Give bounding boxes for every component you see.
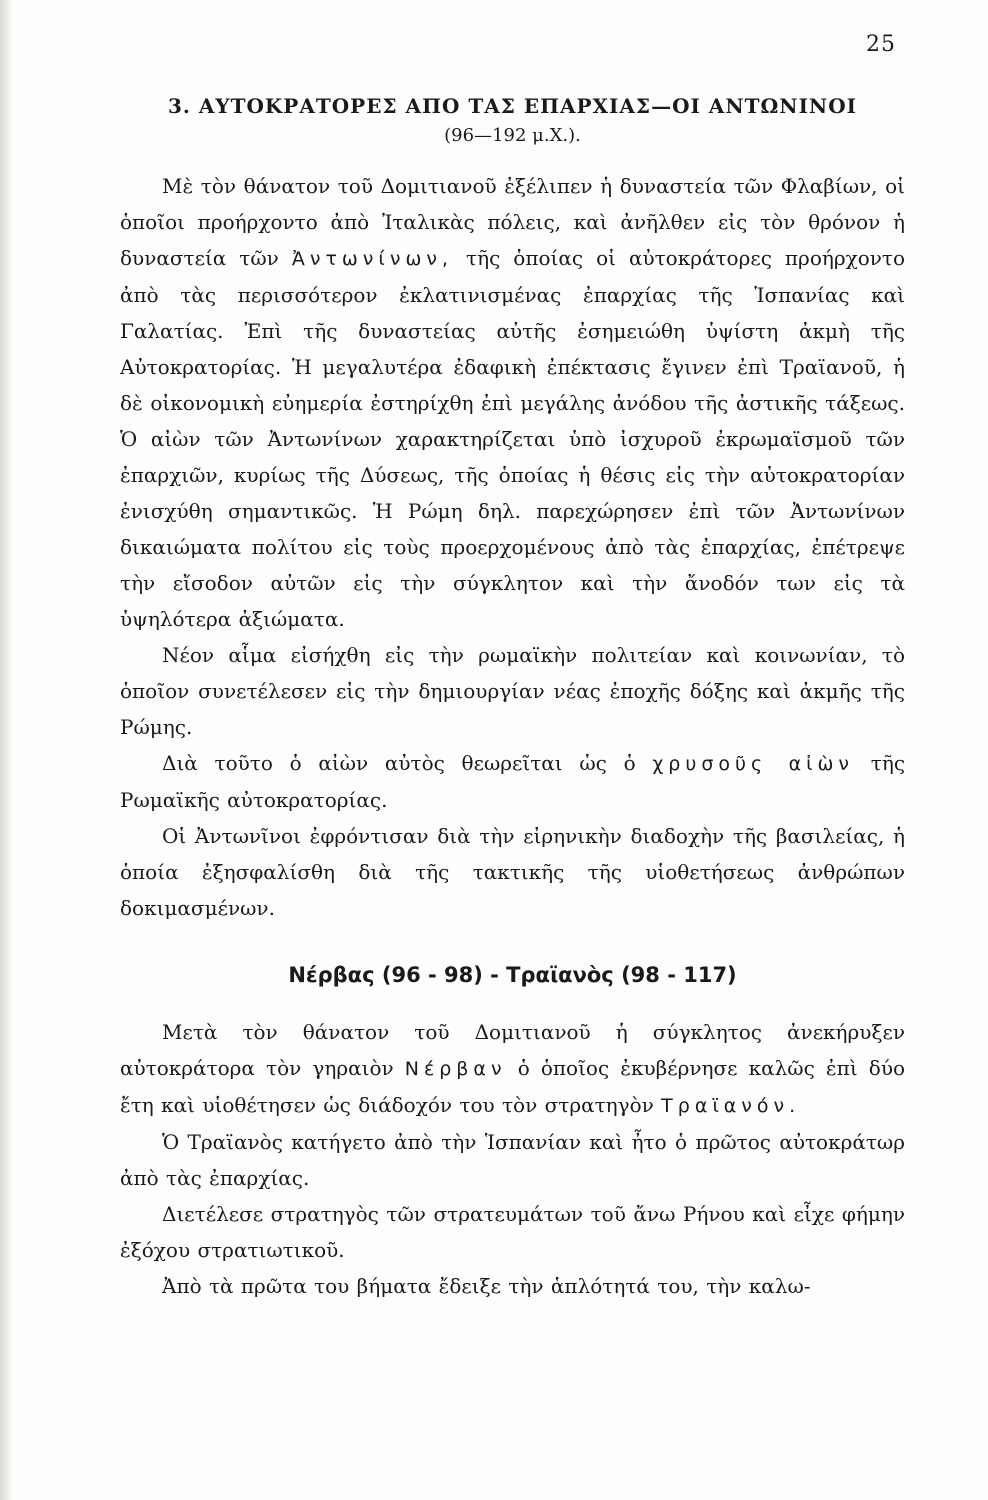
spaced-name-trajan: Τραϊανόν. xyxy=(661,1095,801,1117)
page-number: 25 xyxy=(866,32,896,57)
paragraph-trajan-steps: Ἀπὸ τὰ πρῶτα του βήματα ἔδειξε τὴν ἁπλότητά του, τὴν καλω- xyxy=(162,1274,811,1298)
page-spine-shadow xyxy=(0,0,14,1500)
spaced-phrase-golden-age: χρυσοῦς αἰὼν xyxy=(652,753,855,775)
paragraph-trajan-origin: Ὁ Τραϊανὸς κατήγετο ἀπὸ τὴν Ἱσπανίαν καὶ ἦτο ὁ πρῶτος αὐτοκράτωρ ἀπὸ τὰς ἐπαρχίας. xyxy=(120,1130,905,1190)
paragraph-text: Μὲ τὸν θάνατον τοῦ Δομιτιανοῦ ἐξέλιπεν ἡ δυναστεία τῶν Φλαβίων, οἱ ὁποῖοι προήρχοντο ἀπὸ Ἰταλικὰς πόλεις, καὶ ἀνῆλθεν εἰς τὸν θρόνον ἡ δυναστεία τῶν xyxy=(120,174,905,270)
spaced-name-antonines: Ἀντωνίνων, xyxy=(291,248,454,270)
paragraph-text: τῆς ὁποίας οἱ αὐτοκράτορες προήρχοντο ἀπὸ τὰς περισσότερον ἐκλατινισμένας ἐπαρχίας τῆς Ἱσπανίας καὶ Γαλατίας. Ἐπὶ τῆς δυναστείας αὐτῆς ἐσημειώθη ὑψίστη ἀκμὴ τῆς Αὐτοκρατορίας. Ἡ μεγαλυτέρα ἐδαφικὴ ἐπέκτασις ἔγινεν ἐπὶ Τραϊανοῦ, ἡ δὲ οἰκονομικὴ εὐημερία ἐστηρίχθη ἐπὶ μεγάλης ἀνόδου τῆς ἀστικῆς τάξεως. Ὁ αἰὼν τῶν Ἀντωνίνων χαρακτηρίζεται ὑπὸ ἰσχυροῦ ἐκρωμαϊσμοῦ τῶν ἐπαρχιῶν, κυρίως τῆς Δύσεως, τῆς ὁποίας ἡ θέσις εἰς τὴν αὐτοκρατορίαν ἐνισχύθη σημαντικῶς. Ἡ Ρώμη δηλ. παρεχώρησεν ἐπὶ τῶν Ἀντωνίνων δικαιώματα πολίτου εἰς τοὺς προερχομένους ἀπὸ τὰς ἐπαρχίας, ἐπέτρεψε τὴν εἴσοδον αὐτῶν εἰς τὴν σύγκλητον καὶ τὴν ἄνοδόν των εἰς τὰ ὑψηλότερα ἀξιώματα. xyxy=(120,246,906,631)
chapter-dates: (96—192 μ.Χ.). xyxy=(444,125,581,146)
text-block xyxy=(120,92,905,1304)
paragraph-text: Διὰ τοῦτο ὁ αἰὼν αὐτὸς θεωρεῖται ὡς ὁ xyxy=(162,751,636,775)
spaced-name-nerva: Νέρβαν xyxy=(404,1058,507,1080)
chapter-heading: 3. ΑΥΤΟΚΡΑΤΟΡΕΣ ΑΠΟ ΤΑΣ ΕΠΑΡΧΙΑΣ—ΟΙ ΑΝΤΩΝΙΝΟΙ xyxy=(167,94,857,118)
section-heading-nerva-trajan: Νέρβας (96 - 98) - Τραϊανὸς (98 - 117) xyxy=(288,963,737,987)
paragraph-golden-age xyxy=(120,745,905,818)
paragraph-succession: Οἱ Ἀντωνῖνοι ἐφρόντισαν διὰ τὴν εἰρηνικὴν διαδοχὴν τῆς βασιλείας, ἡ ὁποία ἐξησφαλίσθη διὰ τῆς τακτικῆς τῆς υἱοθετήσεως ἀνθρώπων δοκιμασμένων. xyxy=(120,824,905,920)
paragraph-text: ὁ ὁποῖος ἐκυβέρνησε καλῶς ἐπὶ δύο ἔτη καὶ υἱοθέτησεν ὡς διάδοχόν του τὸν στρατηγὸν xyxy=(120,1056,906,1117)
paragraph-antonines-intro xyxy=(120,168,905,637)
paragraph-nerva xyxy=(120,1014,905,1124)
paragraph-trajan-general: Διετέλεσε στρατηγὸς τῶν στρατευμάτων τοῦ ἄνω Ρήνου καὶ εἶχε φήμην ἐξόχου στρατιωτικοῦ. xyxy=(120,1202,905,1262)
paragraph-text: Μετὰ τὸν θάνατον τοῦ Δομιτιανοῦ ἡ σύγκλητος ἀνεκήρυξεν αὐτοκράτορα τὸν γηραιὸν xyxy=(120,1020,905,1080)
paragraph-new-blood: Νέον αἷμα εἰσήχθη εἰς τὴν ρωμαϊκὴν πολιτείαν καὶ κοινωνίαν, τὸ ὁποῖον συνετέλεσεν εἰς τὴν δημιουργίαν νέας ἐποχῆς δόξης καὶ ἀκμῆς τῆς Ρώμης. xyxy=(120,643,905,739)
paragraph-text: τῆς Ρωμαϊκῆς αὐτοκρατορίας. xyxy=(120,751,906,812)
